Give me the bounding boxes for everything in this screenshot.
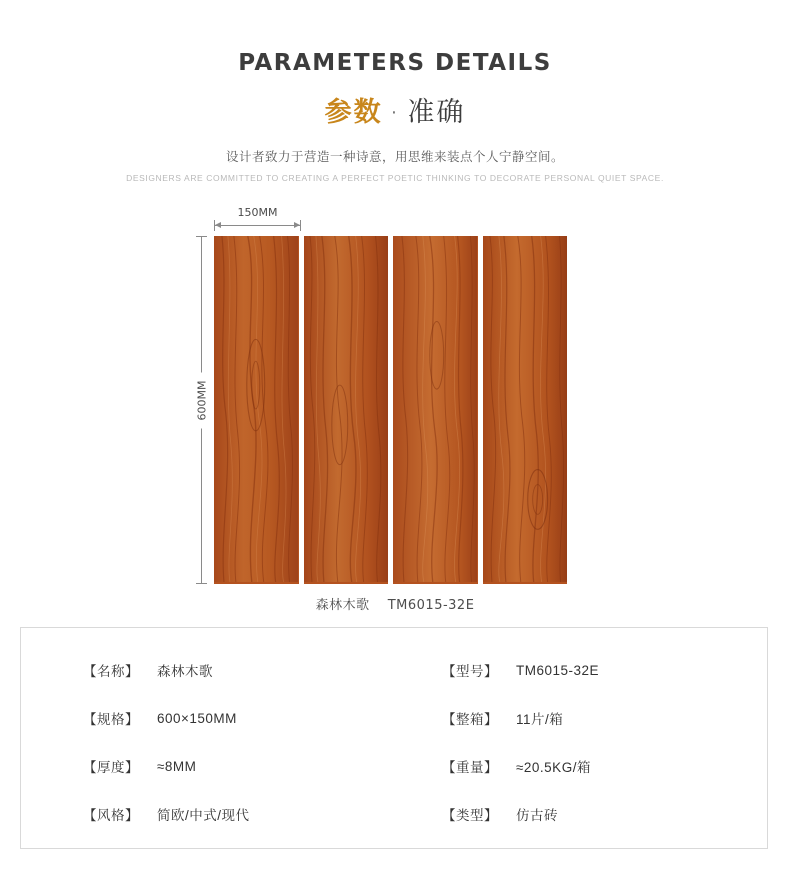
product-code: TM6015-32E (387, 597, 475, 613)
wood-grain-icon (214, 236, 298, 582)
width-dimension (214, 205, 301, 234)
tile-plank (304, 236, 389, 584)
spec-key: 【厚度】 (83, 760, 139, 775)
spec-key: 【类型】 (442, 808, 498, 823)
wood-grain-icon (304, 236, 388, 582)
height-dimension (190, 236, 212, 584)
spec-key: 【名称】 (83, 664, 139, 679)
header-description-cn: 设计者致力于营造一种诗意，用思维来装点个人宁静空间。 (225, 150, 564, 164)
product-caption (0, 594, 790, 613)
subtitle (0, 90, 790, 129)
header (0, 0, 790, 186)
spec-value: TM6015-32E (516, 662, 600, 678)
tile-plank (214, 236, 299, 584)
spec-value: ≈8MM (157, 758, 197, 774)
subtitle-primary: 参数 (324, 97, 383, 127)
product-image-area (0, 205, 790, 624)
product-name: 森林木歌 (315, 596, 370, 612)
spec-key: 【型号】 (442, 664, 498, 679)
page-title: PARAMETERS DETAILS (238, 50, 552, 76)
width-dimension-label: 150MM (233, 206, 283, 219)
spec-key: 【风格】 (83, 808, 139, 823)
spec-row (394, 742, 767, 790)
spec-value: 简欧/中式/现代 (157, 808, 250, 823)
spec-value: 仿古砖 (516, 808, 558, 823)
header-description-en: DESIGNERS ARE COMMITTED TO CREATING A PERFECT POETIC THINKING TO DECORATE PERSONAL QUIET SPACE. (126, 173, 664, 183)
spec-key: 【重量】 (442, 760, 498, 775)
spec-row (21, 694, 394, 742)
tile-plank (393, 236, 478, 584)
height-dimension-cap-top (196, 236, 207, 237)
spec-row (21, 742, 394, 790)
subtitle-separator: · (390, 101, 400, 123)
wood-grain-icon (393, 236, 477, 582)
width-dimension-cap-right (300, 220, 301, 231)
spec-row (394, 694, 767, 742)
specification-table (20, 627, 768, 849)
spec-value: ≈20.5KG/箱 (516, 760, 591, 775)
spec-row (21, 646, 394, 694)
specification-grid (21, 628, 767, 838)
tile-plank (483, 236, 568, 584)
width-dimension-line (214, 225, 301, 226)
height-dimension-cap-bottom (196, 583, 207, 584)
subtitle-secondary: 准确 (407, 97, 466, 127)
spec-row (21, 790, 394, 838)
spec-key: 【规格】 (83, 712, 139, 727)
spec-row (394, 646, 767, 694)
width-dimension-arrow-right-icon (294, 222, 300, 228)
spec-value: 11片/箱 (516, 712, 564, 727)
tile-plank-group (214, 236, 567, 584)
spec-value: 600×150MM (157, 710, 237, 726)
height-dimension-label: 600MM (193, 372, 212, 428)
spec-value: 森林木歌 (157, 664, 213, 679)
spec-row (394, 790, 767, 838)
width-dimension-arrow-left-icon (215, 222, 221, 228)
wood-grain-icon (483, 236, 567, 582)
spec-key: 【整箱】 (442, 712, 498, 727)
